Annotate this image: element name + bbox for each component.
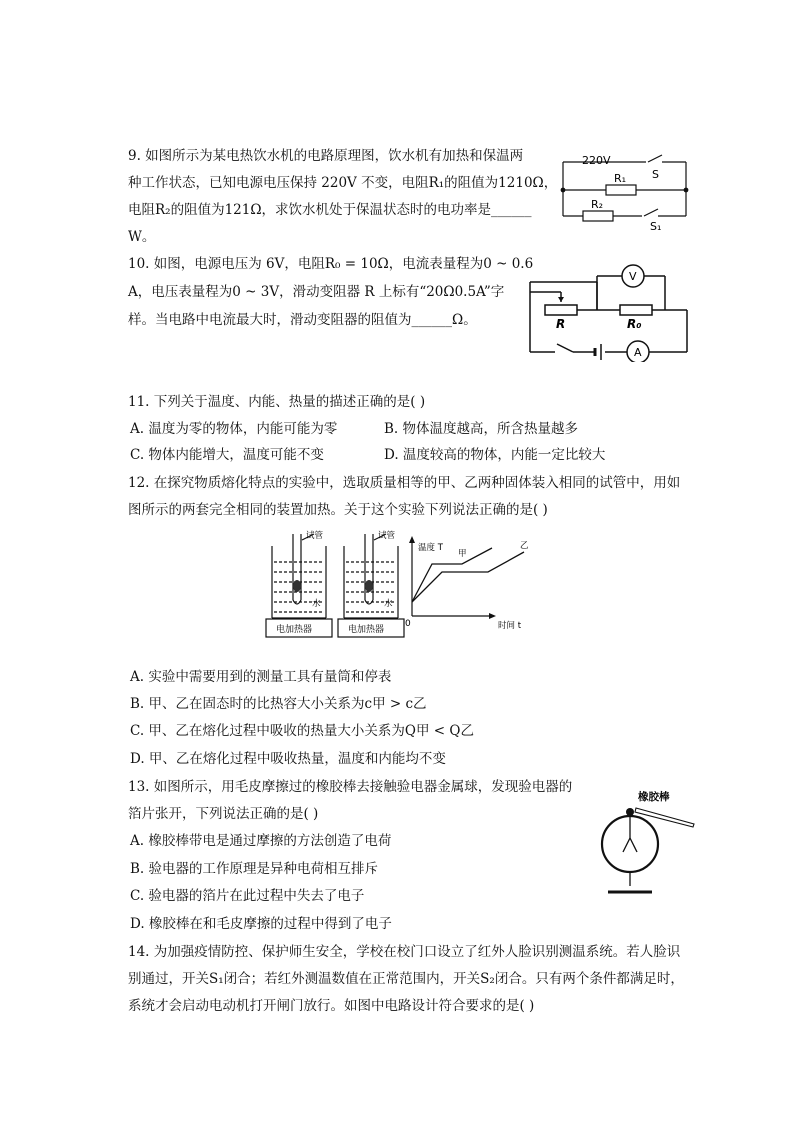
q14-line-3: 系统才会启动电动机打开闸门放行。如图中电路设计符合要求的是( ) (128, 998, 535, 1014)
q12-yi-label: 乙 (520, 541, 529, 551)
q12-option-a: A. 实验中需要用到的测量工具有量筒和停表 (130, 669, 392, 685)
q12-option-b: B. 甲、乙在固态时的比热容大小关系为c甲 > c乙 (130, 696, 427, 712)
q9-r1-label: R₁ (614, 172, 627, 185)
q12-water-label-1: 水 (312, 599, 321, 609)
q10-ammeter-label: A (634, 346, 642, 359)
q12-jia-label: 甲 (458, 549, 467, 559)
q10-voltmeter-label: V (629, 270, 637, 283)
q11-option-d: D. 温度较高的物体，内能一定比较大 (384, 447, 606, 463)
q13-option-c: C. 验电器的箔片在此过程中失去了电子 (130, 888, 365, 904)
q12-experiment-figure (262, 528, 540, 640)
q12-origin-label: 0 (405, 619, 411, 629)
q12-line-2: 图所示的两套完全相同的装置加热。关于这个实验下列说法正确的是( ) (128, 502, 548, 518)
q9-r2-label: R₂ (591, 198, 604, 211)
q13-option-d: D. 橡胶棒在和毛皮摩擦的过程中得到了电子 (130, 916, 392, 932)
q12-heater-label-1: 电加热器 (276, 625, 313, 635)
q9-circuit-diagram (558, 150, 693, 235)
q12-temp-axis-label: 温度 T (418, 543, 443, 553)
q13-rod-label: 橡胶棒 (638, 791, 670, 803)
q9-switch-s-label: S (652, 168, 659, 181)
q12-water-label-2: 水 (384, 599, 393, 609)
q13-option-a: A. 橡胶棒带电是通过摩擦的方法创造了电荷 (130, 833, 392, 849)
q11-stem: 11. 下列关于温度、内能、热量的描述正确的是( ) (128, 394, 426, 410)
q12-tube-label-2: 试管 (378, 531, 396, 541)
q9-line-3: 电阻R₂的阻值为121Ω，求饮水机处于保温状态时的电功率是______ (128, 202, 532, 218)
q11-option-b: B. 物体温度越高，所含热量越多 (384, 421, 579, 437)
q9-line-2: 种工作状态，已知电源电压保持 220V 不变，电阻R₁的阻值为1210Ω， (128, 175, 558, 191)
q12-heater-label-2: 电加热器 (348, 625, 385, 635)
q9-voltage-label: 220V (582, 154, 611, 167)
q9-line-4: W。 (128, 229, 156, 245)
q14-line-2: 别通过，开关S₁闭合；若红外测温数值在正常范围内，开关S₂闭合。只有两个条件都满足时， (128, 971, 684, 987)
q14-line-1: 14. 为加强疫情防控、保护师生安全，学校在校门口设立了红外人脸识别测温系统。若人脸识 (128, 944, 681, 960)
q12-line-1: 12. 在探究物质熔化特点的实验中，选取质量相等的甲、乙两种固体装入相同的试管中，用如 (128, 475, 681, 491)
q13-line-2: 箔片张开，下列说法正确的是( ) (128, 806, 319, 822)
q10-circuit-diagram (525, 262, 695, 362)
q13-electroscope-figure (596, 786, 700, 898)
q12-tube-label-1: 试管 (306, 531, 324, 541)
q10-line-1: 10. 如图，电源电压为 6V，电阻R₀ = 10Ω，电流表量程为0 ~ 0.6 (128, 256, 534, 272)
q10-line-3: 样。当电路中电流最大时，滑动变阻器的阻值为______Ω。 (128, 312, 477, 328)
q11-option-c: C. 物体内能增大，温度可能不变 (130, 447, 324, 463)
q12-option-d: D. 甲、乙在熔化过程中吸收热量，温度和内能均不变 (130, 751, 446, 767)
q12-option-c: C. 甲、乙在熔化过程中吸收的热量大小关系为Q甲 < Q乙 (130, 723, 474, 739)
q9-line-1: 9. 如图所示为某电热饮水机的电路原理图，饮水机有加热和保温两 (128, 148, 524, 164)
q9-switch-s1-label: S₁ (650, 220, 662, 233)
q10-line-2: A，电压表量程为0 ~ 3V，滑动变阻器 R 上标有“20Ω0.5A”字 (128, 284, 505, 300)
q10-rheostat-label: R (556, 317, 566, 331)
q11-option-a: A. 温度为零的物体，内能可能为零 (130, 421, 338, 437)
q12-time-axis-label: 时间 t (498, 621, 522, 631)
q10-r0-label: R₀ (627, 317, 642, 331)
q13-line-1: 13. 如图所示，用毛皮摩擦过的橡胶棒去接触验电器金属球，发现验电器的 (128, 779, 573, 795)
q13-option-b: B. 验电器的工作原理是异种电荷相互排斥 (130, 861, 379, 877)
